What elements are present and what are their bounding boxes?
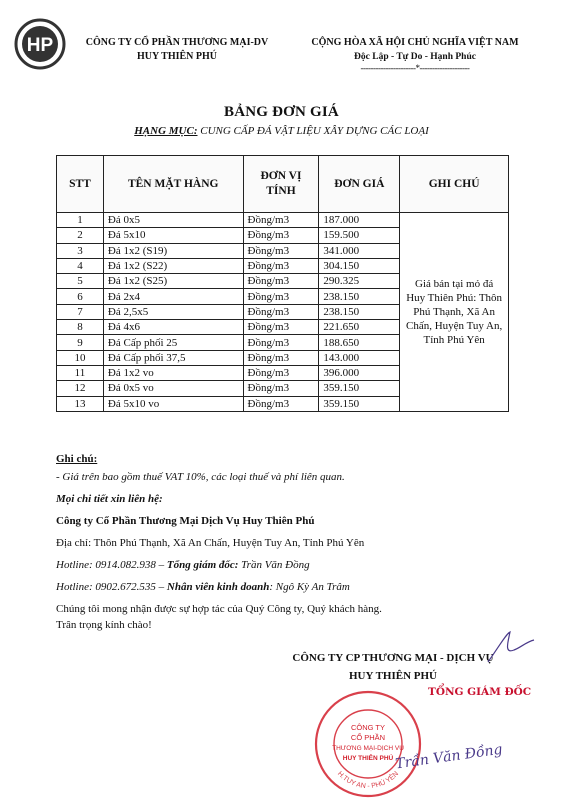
row-price: 341.000 <box>319 243 400 258</box>
signature-company-line2: HUY THIÊN PHÚ <box>348 670 437 682</box>
row-name: Đá 1x2 vo <box>103 365 243 380</box>
row-stt: 12 <box>57 381 104 396</box>
row-price: 238.150 <box>319 289 400 304</box>
row-price: 396.000 <box>319 365 400 380</box>
svg-text:H.TUY AN - PHÚ YÊN <box>336 770 400 790</box>
stamp-line3: THƯƠNG MẠI-DỊCH VỤ <box>332 745 404 752</box>
row-stt: 2 <box>57 228 104 243</box>
row-stt: 10 <box>57 350 104 365</box>
company-logo <box>14 18 66 70</box>
row-stt: 8 <box>57 320 104 335</box>
subtitle-text: CUNG CẤP ĐÁ VẬT LIỆU XÂY DỰNG CÁC LOẠI <box>200 125 429 137</box>
contact-label: Mọi chi tiết xin liên hệ: <box>56 493 163 505</box>
closing-line2: Trân trọng kính chào! <box>56 619 152 631</box>
row-price: 187.000 <box>319 213 400 228</box>
row-name: Đá 2,5x5 <box>103 304 243 319</box>
row-price: 290.325 <box>319 274 400 289</box>
row-stt: 5 <box>57 274 104 289</box>
row-name: Đá 4x6 <box>103 320 243 335</box>
stamp-ring-text: H.TUY AN - PHÚ YÊN <box>335 770 401 791</box>
row-name: Đá 5x10 <box>103 228 243 243</box>
nation-name: CỘNG HÒA XÃ HỘI CHỦ NGHĨA VIỆT NAM <box>311 37 519 48</box>
header-note: GHI CHÚ <box>400 156 509 213</box>
row-unit: Đồng/m3 <box>243 258 319 273</box>
row-unit: Đồng/m3 <box>243 213 319 228</box>
company-stamp <box>312 688 424 800</box>
signatory-name: Trần Văn Đồng <box>394 741 504 773</box>
row-price: 188.650 <box>319 335 400 350</box>
row-price: 221.650 <box>319 320 400 335</box>
subtitle-label: HẠNG MỤC: <box>134 125 198 137</box>
row-price: 159.500 <box>319 228 400 243</box>
document-subtitle <box>0 125 563 137</box>
stamp-line2: CỔ PHẦN <box>350 733 386 742</box>
hotline-sales: Hotline: 0902.672.535 – Nhân viên kinh doanh: Ngô Kỳ An Trâm <box>56 581 350 593</box>
row-stt: 6 <box>57 289 104 304</box>
row-note: Giá bán tại mỏ đá Huy Thiên Phú: Thôn Phú Thạnh, Xã An Chấn, Huyện Tuy An, Tỉnh Phú Yên <box>400 213 509 412</box>
row-unit: Đồng/m3 <box>243 320 319 335</box>
row-unit: Đồng/m3 <box>243 381 319 396</box>
row-unit: Đồng/m3 <box>243 350 319 365</box>
row-stt: 11 <box>57 365 104 380</box>
row-stt: 13 <box>57 396 104 411</box>
document-title: BẢNG ĐƠN GIÁ <box>224 104 339 120</box>
row-stt: 9 <box>57 335 104 350</box>
row-name: Đá 1x2 (S22) <box>103 258 243 273</box>
row-price: 238.150 <box>319 304 400 319</box>
row-price: 359.150 <box>319 396 400 411</box>
notes-label: Ghi chú: <box>56 453 98 465</box>
row-name: Đá 0x5 <box>103 213 243 228</box>
national-header <box>282 36 548 72</box>
row-price: 143.000 <box>319 350 400 365</box>
company-name-line2: HUY THIÊN PHÚ <box>136 51 217 62</box>
stamp-line4: HUY THIÊN PHÚ <box>342 755 394 762</box>
signatory-role: TỔNG GIÁM ĐỐC <box>428 686 532 698</box>
price-table <box>56 155 509 412</box>
row-stt: 1 <box>57 213 104 228</box>
row-unit: Đồng/m3 <box>243 289 319 304</box>
notes-section <box>56 452 526 633</box>
header-price: ĐƠN GIÁ <box>319 156 400 213</box>
header-stt: STT <box>57 156 104 213</box>
header-name: TÊN MẶT HÀNG <box>103 156 243 213</box>
row-unit: Đồng/m3 <box>243 228 319 243</box>
row-unit: Đồng/m3 <box>243 335 319 350</box>
row-stt: 7 <box>57 304 104 319</box>
row-name: Đá 5x10 vo <box>103 396 243 411</box>
nation-motto: Độc Lập - Tự Do - Hạnh Phúc <box>354 52 476 62</box>
stamp-line1: CÔNG TY <box>350 723 386 732</box>
row-unit: Đồng/m3 <box>243 396 319 411</box>
row-unit: Đồng/m3 <box>243 274 319 289</box>
row-unit: Đồng/m3 <box>243 304 319 319</box>
row-name: Đá 1x2 (S25) <box>103 274 243 289</box>
row-name: Đá Cấp phối 25 <box>103 335 243 350</box>
table-header-row <box>57 156 509 213</box>
contact-company: Công ty Cổ Phần Thương Mại Dịch Vụ Huy Thiên Phú <box>56 515 315 527</box>
table-row <box>57 213 509 228</box>
vat-note: - Giá trên bao gồm thuế VAT 10%, các loại thuế và phí liên quan. <box>56 471 345 483</box>
row-stt: 4 <box>57 258 104 273</box>
row-price: 304.150 <box>319 258 400 273</box>
company-name-line1: CÔNG TY CỔ PHẦN THƯƠNG MẠI-DV <box>85 37 269 48</box>
signature-company-line1: CÔNG TY CP THƯƠNG MẠI - DỊCH VỤ <box>292 652 494 664</box>
row-name: Đá 0x5 vo <box>103 381 243 396</box>
row-name: Đá Cấp phối 37,5 <box>103 350 243 365</box>
row-stt: 3 <box>57 243 104 258</box>
row-price: 359.150 <box>319 381 400 396</box>
closing-line1: Chúng tôi mong nhận được sự hợp tác của Quý Công ty, Quý khách hàng. <box>56 603 382 615</box>
row-name: Đá 1x2 (S19) <box>103 243 243 258</box>
contact-address: Địa chỉ: Thôn Phú Thạnh, Xã An Chấn, Huyện Tuy An, Tỉnh Phú Yên <box>56 537 365 549</box>
hotline-director: Hotline: 0914.082.938 – Tổng giám đốc: Trần Văn Đồng <box>56 559 310 571</box>
row-name: Đá 2x4 <box>103 289 243 304</box>
company-header <box>72 36 282 64</box>
header-divider: ----------------------*-------------------- <box>360 63 470 73</box>
row-unit: Đồng/m3 <box>243 365 319 380</box>
logo-text: HP <box>26 35 54 56</box>
signature-mark <box>480 628 540 668</box>
header-unit: ĐƠN VỊ TÍNH <box>243 156 319 213</box>
row-unit: Đồng/m3 <box>243 243 319 258</box>
